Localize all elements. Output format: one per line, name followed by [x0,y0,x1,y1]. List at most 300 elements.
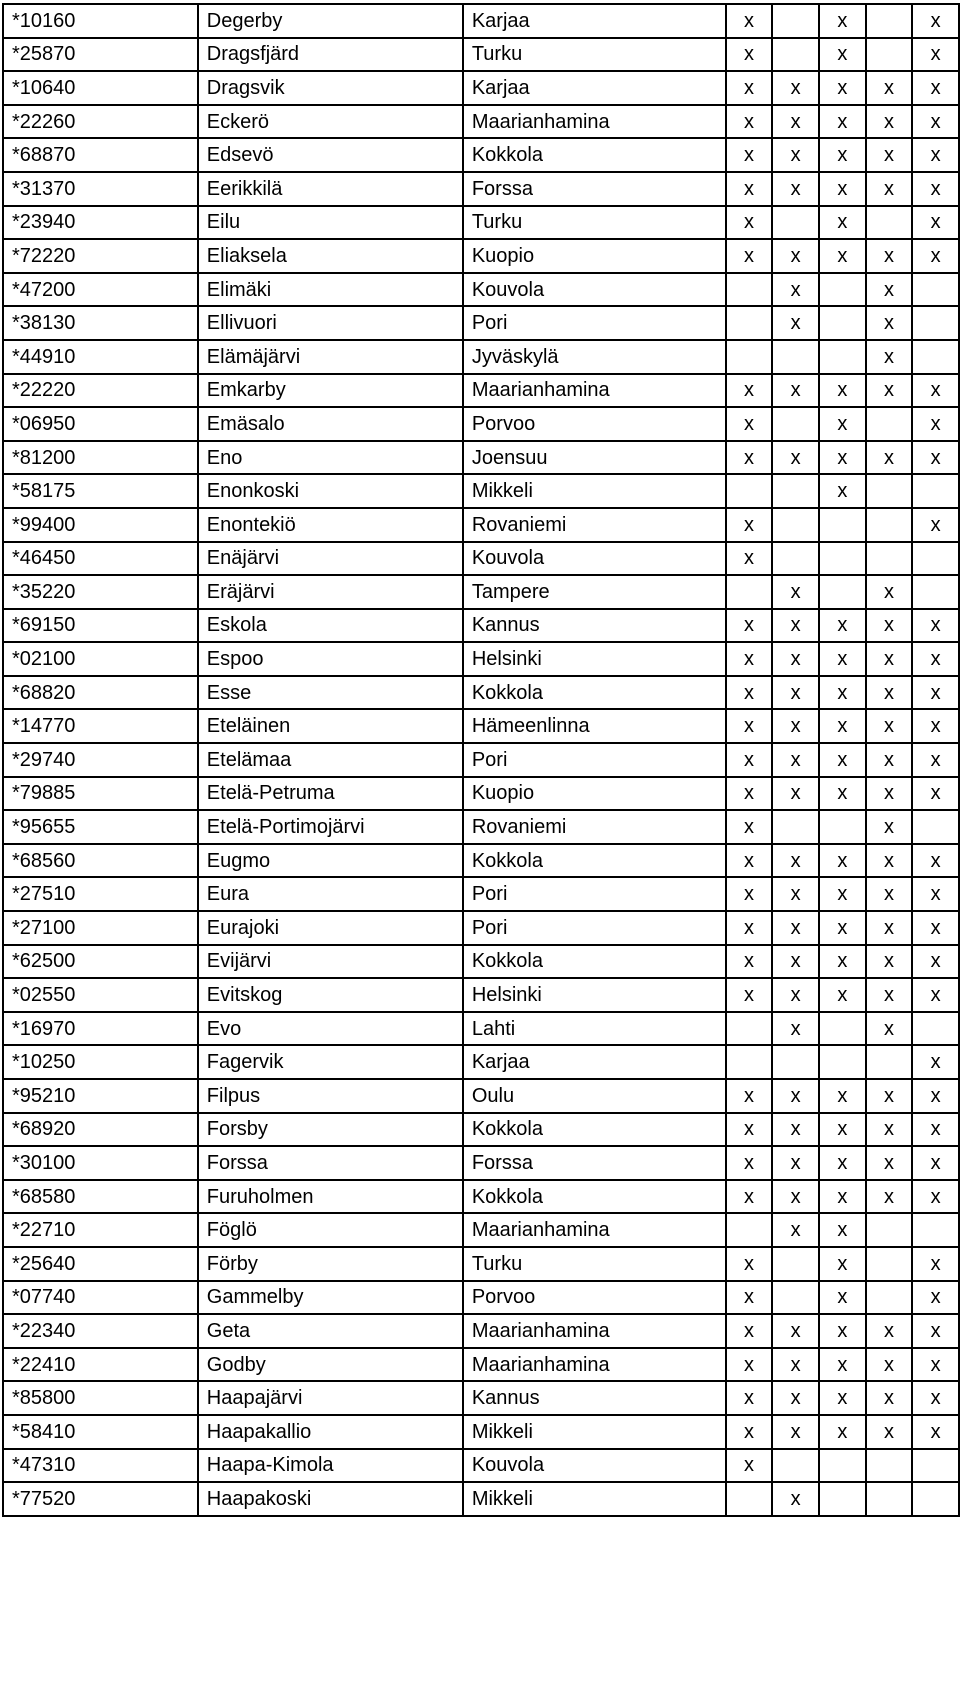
mark-cell-5 [912,810,959,844]
city-cell: Pori [463,306,726,340]
postal-code-cell: *38130 [3,306,198,340]
mark-cell-5: x [912,71,959,105]
mark-cell-4: x [866,844,913,878]
mark-cell-1: x [726,1449,773,1483]
city-cell: Oulu [463,1079,726,1113]
mark-cell-5 [912,1482,959,1516]
mark-cell-5: x [912,1314,959,1348]
mark-cell-1: x [726,105,773,139]
place-name-cell: Espoo [198,642,463,676]
place-name-cell: Enontekiö [198,508,463,542]
mark-cell-2: x [772,374,819,408]
postal-code-cell: *77520 [3,1482,198,1516]
mark-cell-1: x [726,709,773,743]
mark-cell-5: x [912,138,959,172]
mark-cell-1 [726,306,773,340]
postal-code-cell: *31370 [3,172,198,206]
mark-cell-1: x [726,1314,773,1348]
mark-cell-4: x [866,777,913,811]
postal-code-cell: *10250 [3,1045,198,1079]
mark-cell-5 [912,273,959,307]
mark-cell-4: x [866,105,913,139]
city-cell: Mikkeli [463,1482,726,1516]
postal-code-cell: *95655 [3,810,198,844]
mark-cell-3: x [819,239,866,273]
table-row [3,1415,959,1449]
place-name-cell: Filpus [198,1079,463,1113]
city-cell: Helsinki [463,642,726,676]
mark-cell-1: x [726,206,773,240]
mark-cell-2: x [772,945,819,979]
place-name-cell: Dragsvik [198,71,463,105]
mark-cell-4: x [866,609,913,643]
mark-cell-1: x [726,542,773,576]
city-cell: Porvoo [463,1281,726,1315]
mark-cell-3: x [819,1113,866,1147]
city-cell: Helsinki [463,978,726,1012]
mark-cell-2: x [772,575,819,609]
city-cell: Kannus [463,1381,726,1415]
table-row [3,844,959,878]
mark-cell-1: x [726,138,773,172]
postal-code-cell: *35220 [3,575,198,609]
postal-code-cell: *69150 [3,609,198,643]
mark-cell-5: x [912,1348,959,1382]
mark-cell-4: x [866,374,913,408]
mark-cell-3: x [819,172,866,206]
mark-cell-3: x [819,743,866,777]
mark-cell-1: x [726,374,773,408]
mark-cell-5 [912,1012,959,1046]
table-row [3,138,959,172]
mark-cell-1 [726,1012,773,1046]
mark-cell-2 [772,407,819,441]
mark-cell-1: x [726,1113,773,1147]
table-row [3,407,959,441]
mark-cell-1: x [726,38,773,72]
postal-code-cell: *46450 [3,542,198,576]
mark-cell-5: x [912,1045,959,1079]
mark-cell-1 [726,1213,773,1247]
mark-cell-1: x [726,172,773,206]
city-cell: Turku [463,1247,726,1281]
mark-cell-4: x [866,709,913,743]
mark-cell-3: x [819,945,866,979]
mark-cell-2: x [772,743,819,777]
table-row [3,1449,959,1483]
mark-cell-2: x [772,105,819,139]
city-cell: Maarianhamina [463,1314,726,1348]
city-cell: Porvoo [463,407,726,441]
mark-cell-2: x [772,911,819,945]
mark-cell-5: x [912,1079,959,1113]
table-row [3,1348,959,1382]
mark-cell-1: x [726,844,773,878]
mark-cell-4: x [866,1180,913,1214]
mark-cell-5: x [912,1381,959,1415]
mark-cell-5 [912,575,959,609]
city-cell: Jyväskylä [463,340,726,374]
mark-cell-3: x [819,474,866,508]
postal-code-cell: *99400 [3,508,198,542]
mark-cell-5: x [912,1180,959,1214]
mark-cell-1 [726,340,773,374]
mark-cell-2 [772,810,819,844]
postal-code-cell: *22340 [3,1314,198,1348]
place-name-cell: Geta [198,1314,463,1348]
mark-cell-1: x [726,508,773,542]
place-name-cell: Evo [198,1012,463,1046]
table-row [3,1045,959,1079]
mark-cell-1 [726,1045,773,1079]
mark-cell-5: x [912,1281,959,1315]
mark-cell-3: x [819,1314,866,1348]
mark-cell-4: x [866,1381,913,1415]
table-row [3,1381,959,1415]
mark-cell-2: x [772,1079,819,1113]
mark-cell-3: x [819,407,866,441]
place-name-cell: Haapa-Kimola [198,1449,463,1483]
mark-cell-1: x [726,4,773,38]
city-cell: Kokkola [463,1180,726,1214]
table-row [3,609,959,643]
mark-cell-2: x [772,138,819,172]
mark-cell-4: x [866,743,913,777]
postal-code-cell: *22710 [3,1213,198,1247]
mark-cell-4 [866,4,913,38]
mark-cell-4: x [866,138,913,172]
city-cell: Maarianhamina [463,105,726,139]
mark-cell-4 [866,38,913,72]
mark-cell-3: x [819,38,866,72]
city-cell: Pori [463,877,726,911]
table-row [3,71,959,105]
mark-cell-3: x [819,4,866,38]
place-name-cell: Esse [198,676,463,710]
postal-code-cell: *47200 [3,273,198,307]
mark-cell-1: x [726,407,773,441]
postal-code-cell: *62500 [3,945,198,979]
city-cell: Kokkola [463,138,726,172]
mark-cell-5: x [912,945,959,979]
place-name-cell: Dragsfjärd [198,38,463,72]
city-cell: Karjaa [463,1045,726,1079]
postal-code-cell: *68920 [3,1113,198,1147]
mark-cell-4: x [866,945,913,979]
mark-cell-4: x [866,239,913,273]
place-name-cell: Eilu [198,206,463,240]
mark-cell-3: x [819,1381,866,1415]
mark-cell-4 [866,1247,913,1281]
mark-cell-1: x [726,1146,773,1180]
table-row [3,777,959,811]
mark-cell-5: x [912,172,959,206]
table-row [3,542,959,576]
mark-cell-2: x [772,1482,819,1516]
mark-cell-5: x [912,105,959,139]
place-name-cell: Elämäjärvi [198,340,463,374]
mark-cell-3: x [819,1180,866,1214]
mark-cell-2: x [772,1213,819,1247]
table-row [3,1281,959,1315]
mark-cell-1: x [726,71,773,105]
place-name-cell: Eura [198,877,463,911]
table-row [3,709,959,743]
mark-cell-2 [772,340,819,374]
mark-cell-4 [866,542,913,576]
postal-code-cell: *68870 [3,138,198,172]
mark-cell-5: x [912,1113,959,1147]
mark-cell-4: x [866,1012,913,1046]
postal-code-cell: *22220 [3,374,198,408]
table-row [3,810,959,844]
mark-cell-2 [772,1247,819,1281]
mark-cell-3: x [819,978,866,1012]
place-name-cell: Elimäki [198,273,463,307]
table-row [3,172,959,206]
table-row [3,239,959,273]
table-row [3,374,959,408]
mark-cell-1: x [726,810,773,844]
place-name-cell: Godby [198,1348,463,1382]
postal-code-cell: *07740 [3,1281,198,1315]
table-row [3,105,959,139]
mark-cell-5: x [912,1146,959,1180]
mark-cell-5: x [912,4,959,38]
table-row [3,1113,959,1147]
postal-code-cell: *44910 [3,340,198,374]
table-row [3,877,959,911]
place-name-cell: Enäjärvi [198,542,463,576]
place-name-cell: Enonkoski [198,474,463,508]
mark-cell-1 [726,273,773,307]
mark-cell-2: x [772,239,819,273]
mark-cell-1: x [726,777,773,811]
place-name-cell: Haapajärvi [198,1381,463,1415]
mark-cell-1: x [726,642,773,676]
place-name-cell: Eno [198,441,463,475]
mark-cell-3 [819,1449,866,1483]
mark-cell-2: x [772,1113,819,1147]
mark-cell-5: x [912,676,959,710]
table-row [3,1012,959,1046]
mark-cell-2: x [772,1314,819,1348]
mark-cell-4: x [866,1314,913,1348]
mark-cell-4 [866,1482,913,1516]
postal-code-cell: *72220 [3,239,198,273]
mark-cell-2: x [772,777,819,811]
city-cell: Turku [463,206,726,240]
place-name-cell: Haapakallio [198,1415,463,1449]
postal-code-cell: *27100 [3,911,198,945]
city-cell: Kouvola [463,1449,726,1483]
mark-cell-2 [772,206,819,240]
postal-code-cell: *02100 [3,642,198,676]
postal-code-cell: *79885 [3,777,198,811]
mark-cell-4: x [866,172,913,206]
mark-cell-2: x [772,1180,819,1214]
table-row [3,1146,959,1180]
city-cell: Kuopio [463,777,726,811]
mark-cell-1: x [726,911,773,945]
mark-cell-3: x [819,1213,866,1247]
postal-code-cell: *10160 [3,4,198,38]
mark-cell-3: x [819,441,866,475]
place-name-cell: Forssa [198,1146,463,1180]
postal-code-cell: *95210 [3,1079,198,1113]
mark-cell-2: x [772,71,819,105]
mark-cell-2: x [772,642,819,676]
mark-cell-1 [726,474,773,508]
mark-cell-3 [819,508,866,542]
mark-cell-4: x [866,877,913,911]
place-name-cell: Emkarby [198,374,463,408]
city-cell: Maarianhamina [463,1213,726,1247]
mark-cell-3: x [819,105,866,139]
city-cell: Tampere [463,575,726,609]
city-cell: Kouvola [463,273,726,307]
place-name-cell: Eurajoki [198,911,463,945]
mark-cell-3: x [819,642,866,676]
mark-cell-4 [866,1045,913,1079]
mark-cell-3: x [819,138,866,172]
mark-cell-3: x [819,1348,866,1382]
mark-cell-2 [772,38,819,72]
mark-cell-4: x [866,71,913,105]
mark-cell-4: x [866,340,913,374]
mark-cell-1: x [726,978,773,1012]
mark-cell-4: x [866,1415,913,1449]
place-name-cell: Eckerö [198,105,463,139]
mark-cell-1 [726,575,773,609]
mark-cell-2 [772,4,819,38]
mark-cell-1: x [726,1079,773,1113]
mark-cell-5: x [912,642,959,676]
city-cell: Kokkola [463,1113,726,1147]
city-cell: Karjaa [463,4,726,38]
city-cell: Hämeenlinna [463,709,726,743]
mark-cell-1: x [726,1247,773,1281]
mark-cell-2: x [772,1146,819,1180]
mark-cell-5: x [912,609,959,643]
postal-code-cell: *02550 [3,978,198,1012]
mark-cell-4: x [866,1113,913,1147]
table-row [3,642,959,676]
mark-cell-5: x [912,978,959,1012]
mark-cell-4: x [866,1348,913,1382]
mark-cell-1: x [726,945,773,979]
mark-cell-4: x [866,676,913,710]
mark-cell-2 [772,1449,819,1483]
mark-cell-1: x [726,609,773,643]
mark-cell-5 [912,306,959,340]
city-cell: Pori [463,911,726,945]
postal-code-cell: *22410 [3,1348,198,1382]
mark-cell-3 [819,340,866,374]
mark-cell-4 [866,508,913,542]
mark-cell-5: x [912,1247,959,1281]
mark-cell-4 [866,1449,913,1483]
city-cell: Turku [463,38,726,72]
mark-cell-4: x [866,273,913,307]
mark-cell-5: x [912,709,959,743]
mark-cell-5 [912,340,959,374]
table-row [3,1180,959,1214]
mark-cell-5: x [912,38,959,72]
mark-cell-2: x [772,1012,819,1046]
mark-cell-4: x [866,1079,913,1113]
mark-cell-1: x [726,1415,773,1449]
table-row [3,273,959,307]
postal-code-cell: *30100 [3,1146,198,1180]
mark-cell-5: x [912,407,959,441]
postal-code-cell: *06950 [3,407,198,441]
mark-cell-2: x [772,844,819,878]
place-name-cell: Etelämaa [198,743,463,777]
mark-cell-2: x [772,676,819,710]
mark-cell-5: x [912,877,959,911]
table-row [3,575,959,609]
postal-code-cell: *14770 [3,709,198,743]
table-row [3,945,959,979]
place-name-cell: Eräjärvi [198,575,463,609]
mark-cell-2: x [772,306,819,340]
mark-cell-2 [772,1281,819,1315]
city-cell: Rovaniemi [463,508,726,542]
city-cell: Forssa [463,172,726,206]
mark-cell-4 [866,407,913,441]
city-cell: Rovaniemi [463,810,726,844]
mark-cell-2 [772,508,819,542]
mark-cell-2: x [772,273,819,307]
mark-cell-5: x [912,844,959,878]
city-cell: Kannus [463,609,726,643]
mark-cell-4 [866,1213,913,1247]
postal-code-cell: *85800 [3,1381,198,1415]
mark-cell-3 [819,810,866,844]
place-name-cell: Degerby [198,4,463,38]
mark-cell-2: x [772,978,819,1012]
place-name-cell: Eliaksela [198,239,463,273]
mark-cell-4: x [866,978,913,1012]
mark-cell-3: x [819,1415,866,1449]
mark-cell-4: x [866,911,913,945]
postal-code-cell: *10640 [3,71,198,105]
table-row [3,306,959,340]
mark-cell-3: x [819,877,866,911]
mark-cell-2: x [772,441,819,475]
city-cell: Joensuu [463,441,726,475]
postal-code-cell: *58410 [3,1415,198,1449]
mark-cell-2: x [772,1348,819,1382]
table-row [3,978,959,1012]
table-row [3,206,959,240]
place-name-cell: Föglö [198,1213,463,1247]
place-name-cell: Förby [198,1247,463,1281]
place-name-cell: Eteläinen [198,709,463,743]
city-cell: Kokkola [463,676,726,710]
city-cell: Maarianhamina [463,1348,726,1382]
table-body [3,4,959,1516]
table-row [3,1314,959,1348]
mark-cell-5 [912,474,959,508]
postal-code-cell: *47310 [3,1449,198,1483]
mark-cell-4: x [866,306,913,340]
place-name-cell: Haapakoski [198,1482,463,1516]
mark-cell-5: x [912,374,959,408]
postal-code-cell: *25640 [3,1247,198,1281]
place-name-cell: Furuholmen [198,1180,463,1214]
